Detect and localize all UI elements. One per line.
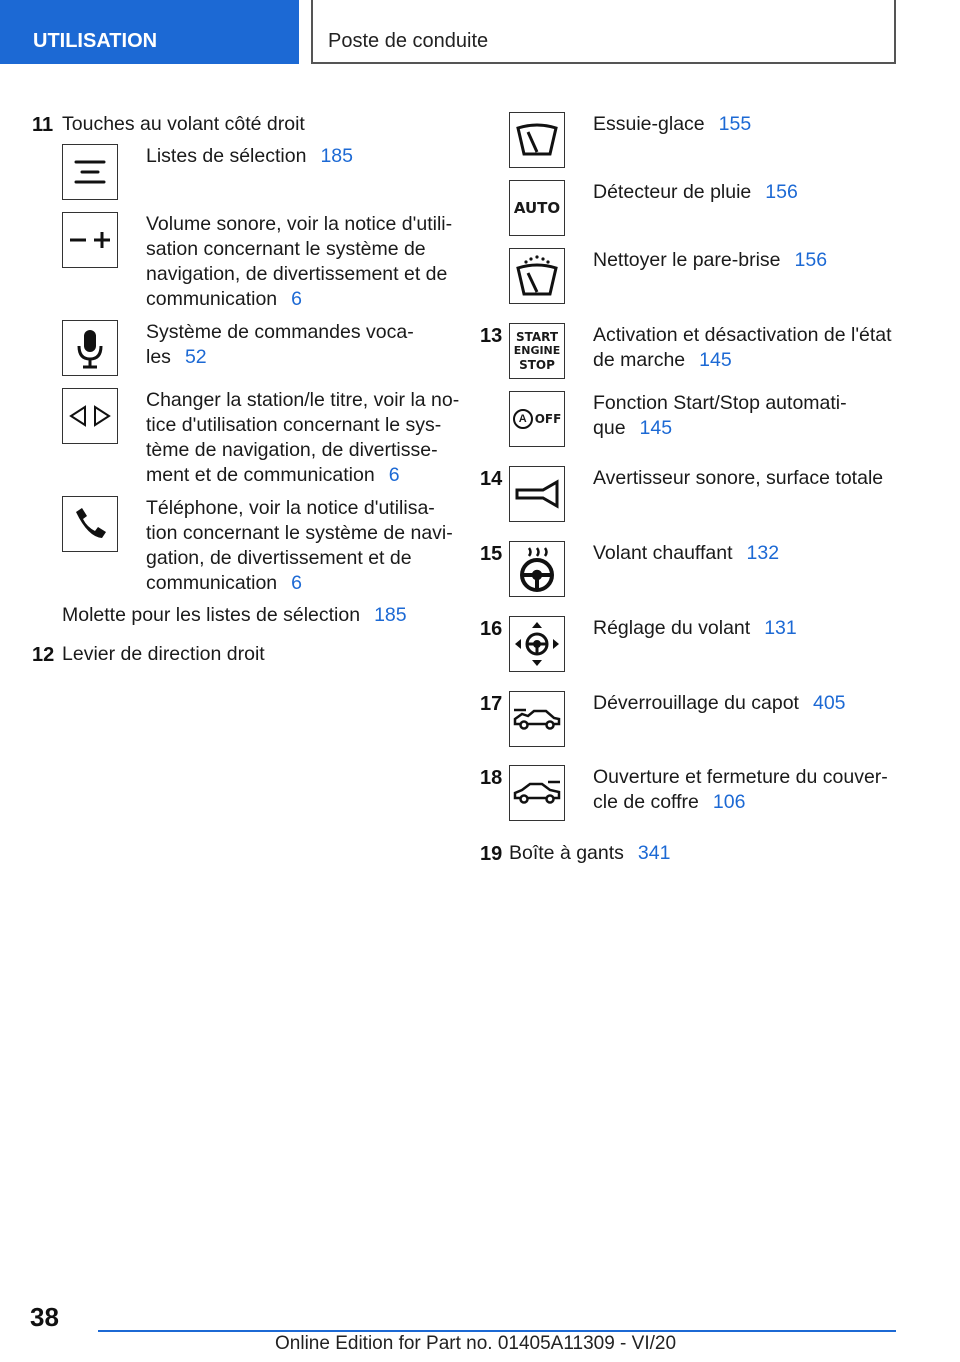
page-ref-link[interactable]: 145 xyxy=(639,417,673,439)
page-ref-link[interactable]: 185 xyxy=(374,604,407,626)
item-number: 18 xyxy=(480,767,503,789)
sub-item: Listes de sélection 185 xyxy=(146,145,353,167)
horn-icon xyxy=(509,466,565,522)
voice-control-icon xyxy=(62,320,118,376)
item-number: 11 xyxy=(32,114,54,136)
page-ref-link[interactable]: 156 xyxy=(765,181,798,203)
item-number: 16 xyxy=(480,618,503,640)
list-icon xyxy=(62,144,118,200)
sub-item: Changer la station/le titre, voir la no- tice d'utilisation concernant le sys- tème de navigation, de divertisse- ment et de communication 6 xyxy=(146,389,460,486)
sub-item: Détecteur de pluie 156 xyxy=(593,181,798,203)
phone-icon xyxy=(62,496,118,552)
page-ref-link[interactable]: 405 xyxy=(812,692,846,714)
sub-item: Volume sonore, voir la notice d'utili- sation concernant le système de navigation, de divertissement et de communication 6 xyxy=(146,213,453,310)
page-ref-link[interactable]: 155 xyxy=(718,113,752,135)
sub-item: Fonction Start/Stop automati- que 145 xyxy=(593,392,847,439)
page-number: 38 xyxy=(30,1302,59,1332)
auto-start-stop-off-icon: A OFF xyxy=(509,391,565,447)
item-text: Ouverture et fermeture du couver- cle de coffre 106 xyxy=(593,766,888,813)
wiper-icon xyxy=(509,112,565,168)
item-number: 15 xyxy=(480,543,503,565)
prev-next-icon xyxy=(62,388,118,444)
windshield-washer-icon xyxy=(509,248,565,304)
item-text: Réglage du volant 131 xyxy=(593,617,797,639)
chapter-tab[interactable] xyxy=(311,0,896,64)
page-ref-link[interactable]: 6 xyxy=(291,288,302,310)
footer-edition: Online Edition for Part no. 01405A11309 - VI/20 xyxy=(275,1333,677,1354)
item-number: 17 xyxy=(480,693,503,715)
item-text: Touches au volant côté droit xyxy=(62,113,305,135)
page-ref-link[interactable]: 341 xyxy=(637,842,671,864)
steering-wheel-adjust-icon xyxy=(509,616,565,672)
start-engine-stop-icon: START ENGINE STOP xyxy=(509,323,565,379)
item-text: Avertisseur sonore, surface totale xyxy=(593,467,884,489)
page-ref-link[interactable]: 106 xyxy=(712,791,746,813)
rain-sensor-icon: AUTO xyxy=(509,180,565,236)
sub-item: Téléphone, voir la notice d'utilisa- tion concernant le système de navi- gation, de divertissement et de communication 6 xyxy=(146,497,453,594)
molette-item: Molette pour les listes de sélection 185 xyxy=(62,604,407,626)
sub-item: Système de commandes voca- les 52 xyxy=(146,321,414,368)
item-number: 14 xyxy=(480,468,503,490)
hood-release-icon xyxy=(509,691,565,747)
item-number: 13 xyxy=(480,325,503,347)
item-text: Déverrouillage du capot 405 xyxy=(593,692,846,714)
chapter-title: Poste de conduite xyxy=(328,30,489,52)
footer-divider xyxy=(98,1330,896,1332)
page-ref-link[interactable]: 52 xyxy=(184,346,207,368)
page-ref-link[interactable]: 185 xyxy=(320,145,353,167)
sub-item: Nettoyer le pare-brise 156 xyxy=(593,249,828,271)
page-ref-link[interactable]: 6 xyxy=(388,464,400,486)
item-number: 12 xyxy=(32,644,55,666)
section-tab[interactable] xyxy=(0,0,299,64)
page-ref-link[interactable]: 6 xyxy=(291,572,302,594)
item-text: Volant chauffant 132 xyxy=(593,542,780,564)
page-ref-link[interactable]: 132 xyxy=(746,542,780,564)
section-title: UTILISATION xyxy=(33,30,158,52)
page-ref-link[interactable]: 145 xyxy=(699,349,732,371)
page-ref-link[interactable]: 156 xyxy=(794,249,828,271)
item-number: 19 xyxy=(480,843,503,865)
steering-wheel-heating-icon xyxy=(509,541,565,597)
item-text: Boîte à gants 341 xyxy=(509,842,671,864)
item-text: Activation et désactivation de l'état de marche 145 xyxy=(593,324,892,371)
trunk-lid-icon xyxy=(509,765,565,821)
sub-item: Essuie-glace 155 xyxy=(593,113,752,135)
item-text: Levier de direction droit xyxy=(62,643,265,665)
page-ref-link[interactable]: 131 xyxy=(764,617,797,639)
volume-minus-plus-icon xyxy=(62,212,118,268)
